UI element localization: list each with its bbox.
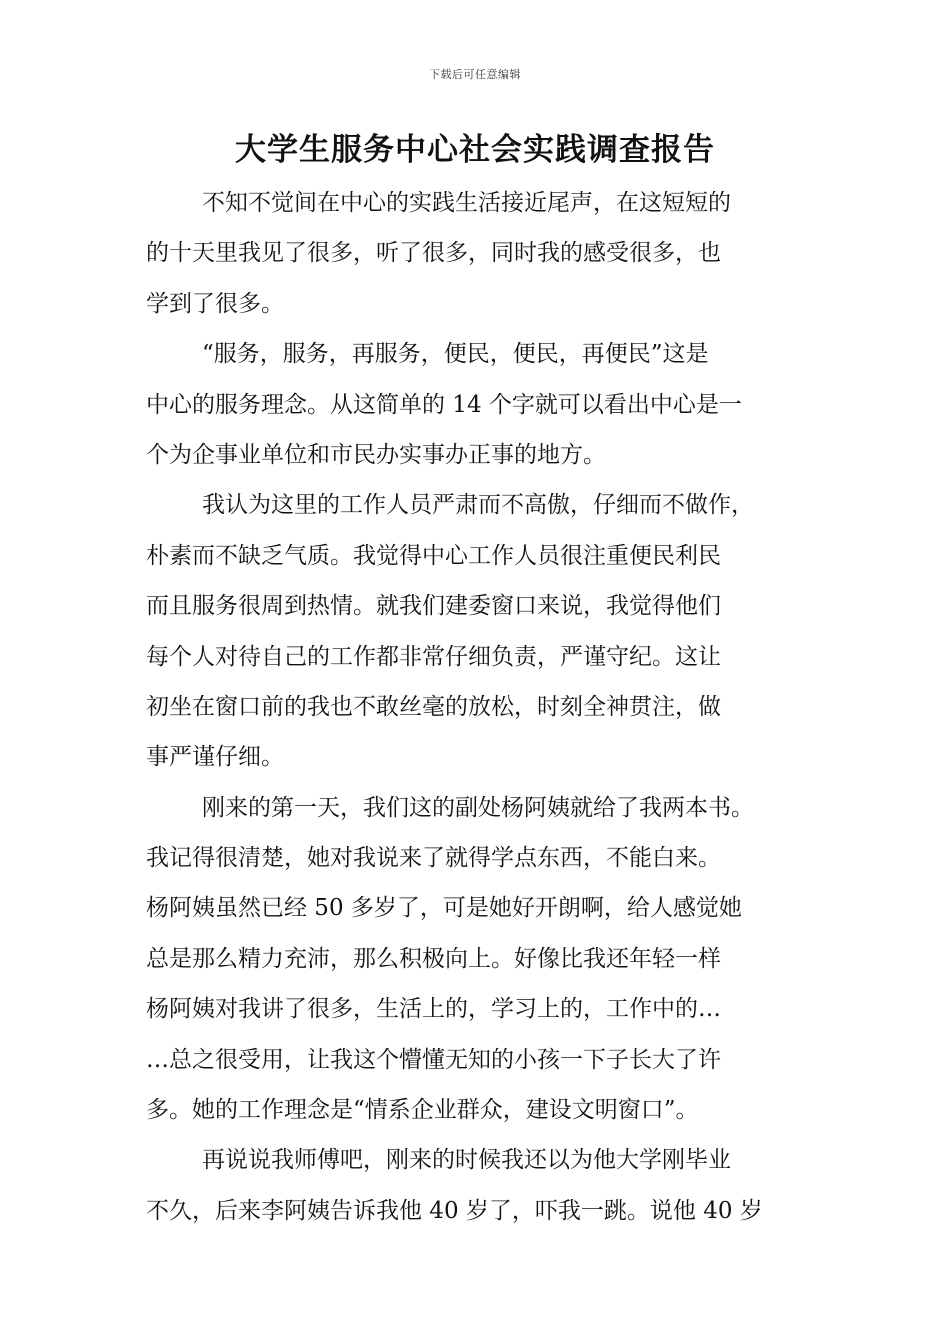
text-line: 我认为这里的工作人员严肃而不高傲，仔细而不做作， [202,492,754,519]
document-title: 大学生服务中心社会实践调查报告 [235,132,715,168]
text-line: 多。她的工作理念是“情系企业群众，建设文明窗口”。 [146,1097,699,1124]
text-line: 杨阿姨虽然已经 50 多岁了，可是她好开朗啊，给人感觉她 [146,895,742,922]
text-line: 总是那么精力充沛，那么积极向上。好像比我还年轻一样 [146,945,721,972]
text-line: 学到了很多。 [146,290,284,317]
text-line: 再说说我师傅吧，刚来的时候我还以为他大学刚毕业 [202,1147,731,1174]
text-line: 的十天里我见了很多，听了很多，同时我的感受很多，也 [146,240,721,267]
paragraph-1 [146,178,816,329]
text-line: 不知不觉间在中心的实践生活接近尾声，在这短短的 [202,190,731,216]
paragraph-2 [146,329,816,480]
text-line: 不久，后来李阿姨告诉我他 40 岁了，吓我一跳。说他 40 岁 [146,1197,763,1224]
text-line: 杨阿姨对我讲了很多，生活上的，学习上的，工作中的… [146,996,721,1023]
paragraph-3 [146,480,816,782]
text-line: 事严谨仔细。 [146,744,284,771]
text-line: 我记得很清楚，她对我说来了就得学点东西，不能白来。 [146,845,721,872]
paragraph-5 [146,1135,816,1236]
text-line: 初坐在窗口前的我也不敢丝毫的放松，时刻全神贯注，做 [146,693,721,720]
text-line: 中心的服务理念。从这简单的 14 个字就可以看出中心是一 [146,391,742,418]
text-line: 个为企事业单位和市民办实事办正事的地方。 [146,441,606,468]
page-header: 下载后可任意编辑 [429,68,521,81]
text-line: …总之很受用，让我这个懵懂无知的小孩一下子长大了许 [146,1046,721,1073]
text-line: 每个人对待自己的工作都非常仔细负责，严谨守纪。这让 [146,643,721,670]
document-body [146,178,816,1236]
paragraph-4 [146,783,816,1136]
text-line: 刚来的第一天，我们这的副处杨阿姨就给了我两本书。 [202,794,754,821]
text-line: 朴素而不缺乏气质。我觉得中心工作人员很注重便民利民 [146,542,721,569]
text-line: “服务，服务，再服务，便民，便民，再便民”这是 [202,341,709,368]
text-line: 而且服务很周到热情。就我们建委窗口来说，我觉得他们 [146,593,721,620]
